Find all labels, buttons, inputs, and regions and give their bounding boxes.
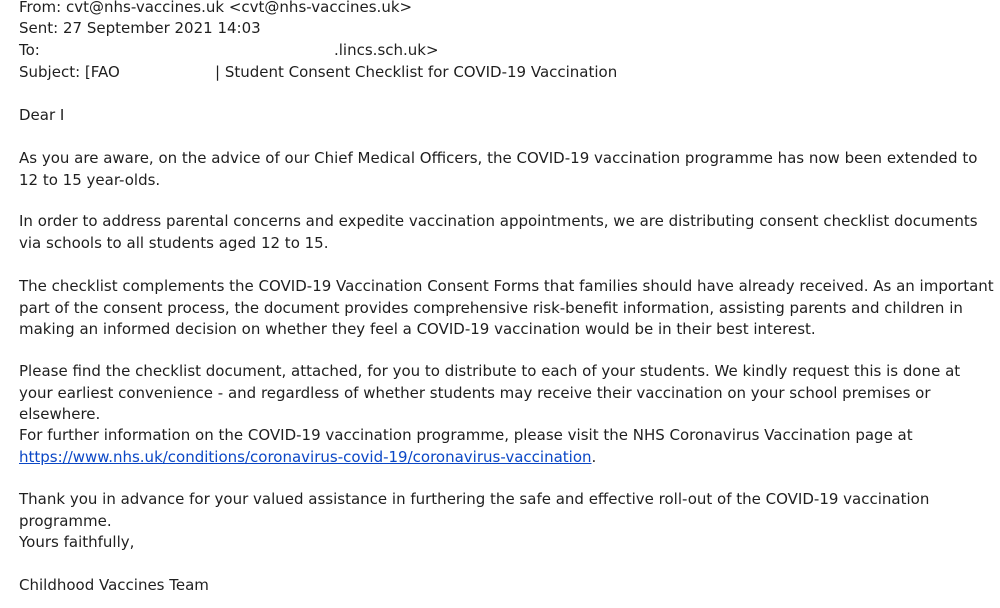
body-paragraph-5: [19, 425, 994, 468]
sent-label: Sent:: [19, 19, 59, 37]
to-label: To:: [19, 41, 40, 59]
greeting: Dear I: [19, 106, 65, 124]
body-paragraph-2: In order to address parental concerns and expedite vaccination appointments, we are distributing consent checklist documents via schools to all students aged 12 to 15.: [19, 212, 978, 252]
closing: Yours faithfully,: [19, 533, 135, 551]
subject-line: [19, 62, 618, 83]
body-paragraph-3: The checklist complements the COVID-19 Vaccination Consent Forms that families should have already received. As an important part of the consent process, the document provides comprehensive risk-benefit information, assisting parents and children in making an informed decision on whether they feel a COVID-19 vaccination would be in their best interest.: [19, 277, 994, 338]
signature: Childhood Vaccines Team: [19, 576, 209, 594]
from-label: From:: [19, 0, 62, 16]
to-line: [19, 40, 439, 61]
from-line: [19, 0, 412, 18]
paragraph-5-end: .: [591, 447, 597, 466]
nhs-vaccination-link[interactable]: https://www.nhs.uk/conditions/coronavirus-covid-19/coronavirus-vaccination: [19, 447, 592, 466]
body-paragraph-6: Thank you in advance for your valued assistance in furthering the safe and effective roll-out of the COVID-19 vaccination programme.: [19, 490, 930, 530]
subject-label: Subject: [FAO: [19, 63, 120, 81]
body-paragraph-1: As you are aware, on the advice of our Chief Medical Officers, the COVID-19 vaccination programme has now been extended to 12 to 15 year-olds.: [19, 149, 978, 189]
paragraph-5-text: For further information on the COVID-19 vaccination programme, please visit the NHS Coronavirus Vaccination page at: [19, 426, 913, 444]
body-paragraph-4: Please find the checklist document, attached, for you to distribute to each of your students. We kindly request this is done at your earliest convenience - and regardless of whether students may receive their vaccination on your school premises or elsewhere.: [19, 362, 961, 423]
to-value: .lincs.sch.uk>: [334, 41, 439, 59]
sent-value: 27 September 2021 14:03: [62, 19, 261, 37]
from-value: cvt@nhs-vaccines.uk <cvt@nhs-vaccines.uk>: [66, 0, 413, 16]
sent-line: [19, 18, 261, 39]
subject-value: | Student Consent Checklist for COVID-19 Vaccination: [215, 63, 618, 81]
